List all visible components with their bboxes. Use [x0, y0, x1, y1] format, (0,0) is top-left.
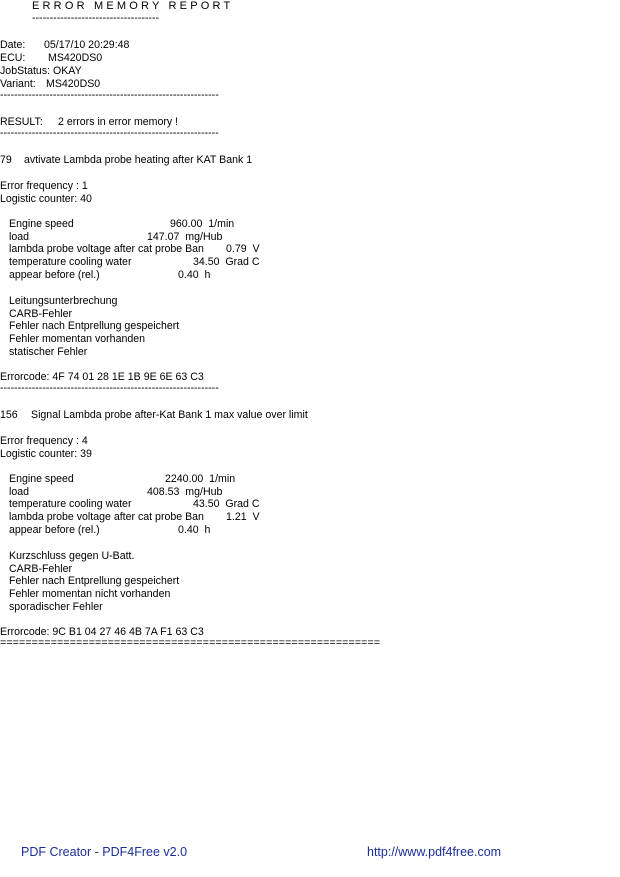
divider: -------------------------------------------------------------- — [0, 127, 219, 139]
final-divider: ============================================================ — [0, 637, 381, 649]
ecu-label: ECU: — [0, 52, 26, 64]
report-title: ERROR MEMORY REPORT — [32, 0, 234, 12]
env-value: 43.50 Grad C — [193, 498, 260, 510]
status-line: CARB-Fehler — [9, 308, 72, 320]
env-label: temperature cooling water — [9, 498, 132, 510]
env-value: 147.07 mg/Hub — [147, 231, 223, 243]
status-line: Kurzschluss gegen U-Batt. — [9, 550, 135, 562]
result-label: RESULT: — [0, 116, 43, 128]
env-label: load — [9, 486, 30, 498]
footer-creator: PDF Creator - PDF4Free v2.0 — [21, 845, 188, 859]
divider: -------------------------------------------------------------- — [0, 89, 219, 101]
status-line: Fehler momentan vorhanden — [9, 333, 146, 345]
date-value: 05/17/10 20:29:48 — [44, 39, 130, 51]
status-line: Leitungsunterbrechung — [9, 295, 118, 307]
error-title: Signal Lambda probe after-Kat Bank 1 max value over limit — [31, 409, 308, 421]
error-number: 79 — [0, 154, 12, 166]
logistic-counter: Logistic counter: 40 — [0, 193, 92, 205]
env-value: 34.50 Grad C — [193, 256, 260, 268]
env-label: lambda probe voltage after cat probe Ban — [9, 243, 204, 255]
errorcode: Errorcode: 4F 74 01 28 1E 1B 9E 6E 63 C3 — [0, 371, 204, 383]
status-line: Fehler momentan nicht vorhanden — [9, 588, 171, 600]
ecu-value: MS420DS0 — [48, 52, 103, 64]
env-value: 2240.00 1/min — [165, 473, 236, 485]
status-line: Fehler nach Entprellung gespeichert — [9, 320, 180, 332]
divider: -------------------------------------------------------------- — [0, 382, 219, 394]
error-title: avtivate Lambda probe heating after KAT Bank 1 — [24, 154, 253, 166]
env-label: load — [9, 231, 30, 243]
env-label: temperature cooling water — [9, 256, 132, 268]
error-frequency: Error frequency : 4 — [0, 435, 88, 447]
env-value: 1.21 V — [226, 511, 260, 523]
status-line: statischer Fehler — [9, 346, 88, 358]
title-underline: ------------------------------------ — [32, 12, 160, 24]
status-line: CARB-Fehler — [9, 563, 72, 575]
jobstatus: JobStatus: OKAY — [0, 65, 82, 77]
env-label: Engine speed — [9, 473, 74, 485]
variant-label: Variant: — [0, 78, 36, 90]
error-frequency: Error frequency : 1 — [0, 180, 88, 192]
status-line: Fehler nach Entprellung gespeichert — [9, 575, 180, 587]
env-value: 960.00 1/min — [170, 218, 235, 230]
result-value: 2 errors in error memory ! — [58, 116, 179, 128]
errorcode: Errorcode: 9C B1 04 27 46 4B 7A F1 63 C3 — [0, 626, 204, 638]
env-value: 0.40 h — [178, 524, 211, 536]
env-label: appear before (rel.) — [9, 269, 100, 281]
date-label: Date: — [0, 39, 26, 51]
status-line: sporadischer Fehler — [9, 601, 103, 613]
error-number: 156 — [0, 409, 18, 421]
variant-value: MS420DS0 — [46, 78, 101, 90]
env-value: 0.40 h — [178, 269, 211, 281]
env-value: 408.53 mg/Hub — [147, 486, 223, 498]
env-value: 0.79 V — [226, 243, 260, 255]
env-label: appear before (rel.) — [9, 524, 100, 536]
logistic-counter: Logistic counter: 39 — [0, 448, 92, 460]
env-label: lambda probe voltage after cat probe Ban — [9, 511, 204, 523]
footer-link[interactable]: http://www.pdf4free.com — [367, 845, 502, 859]
env-label: Engine speed — [9, 218, 74, 230]
